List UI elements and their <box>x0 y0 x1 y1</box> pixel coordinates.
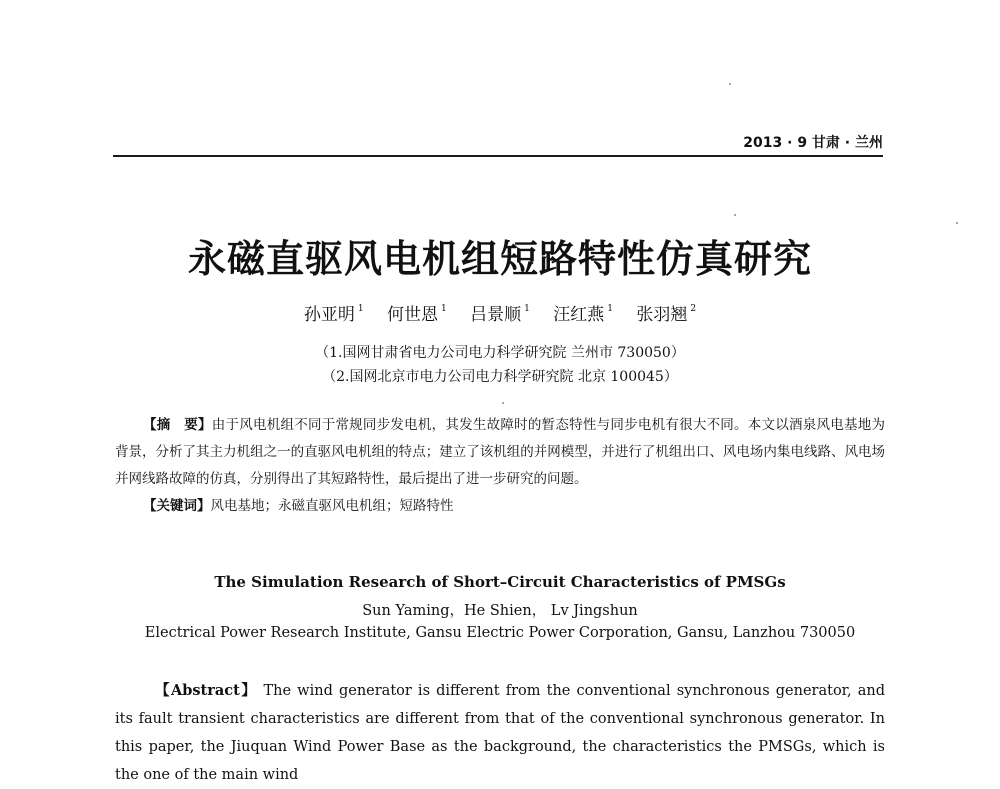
chinese-keywords <box>115 493 885 520</box>
chinese-abstract <box>115 412 885 493</box>
abstract-text-cn: 由于风电机组不同于常规同步发电机，其发生故障时的暂态特性与同步电机有很大不同。本文以酒泉风电基地为背景，分析了其主力机组之一的直驱风电机组的特点；建立了该机组的并网模型，并进行了机组出口、风电场内集电线路、风电场并网线路故障的仿真，分别得出了其短路特性，最后提出了进一步研究的问题。 <box>115 417 886 487</box>
english-abstract <box>115 677 885 789</box>
scan-speck <box>729 83 731 85</box>
header-rule <box>113 155 883 157</box>
author-item: 何世恩 $^1$ <box>386 304 447 325</box>
scan-speck <box>734 214 736 216</box>
english-title: The Simulation Research of Short–Circuit Characteristics of PMSGs <box>214 573 786 591</box>
abstract-text-en: The wind generator is different from the conventional synchronous generator, and its fault transient characteristics are different from that of the conventional synchronous generator. In this paper, the Jiuquan Wind Power Base as the background, the characteristics the PMSGs, which is the one of the main wind <box>115 683 886 783</box>
chinese-abstract-block <box>115 412 885 520</box>
paper-title: 永磁直驱风电机组短路特性仿真研究 <box>187 236 812 281</box>
author-item: 孙亚明 $^1$ <box>303 304 364 325</box>
affiliation-2: （2.国网北京市电力公司电力科学研究院 北京 100045） <box>322 369 678 385</box>
author-list <box>0 300 1000 325</box>
scan-speck <box>502 402 504 404</box>
abstract-label-en: 【Abstract】 <box>155 682 258 699</box>
english-affiliation: Electrical Power Research Institute, Gansu Electric Power Corporation, Gansu, Lanzhou 730050 <box>144 625 856 641</box>
author-item: 吕景顺 $^1$ <box>470 304 530 325</box>
keywords-text-cn: 风电基地；永磁直驱风电机组；短路特性 <box>210 498 454 514</box>
header-date-location: 2013 · 9 甘肃 · 兰州 <box>743 135 883 151</box>
english-authors: Sun Yaming，He Shien， Lv Jingshun <box>362 603 638 619</box>
english-abstract-block <box>115 677 885 789</box>
scan-speck <box>956 222 958 224</box>
author-item: 汪红燕 $^1$ <box>553 304 613 325</box>
affiliation-1: （1.国网甘肃省电力公司电力科学研究院 兰州市 730050） <box>315 345 685 361</box>
author-item: 张羽翘 $^2$ <box>636 304 697 325</box>
abstract-label-cn: 【摘 要】 <box>143 417 212 433</box>
keywords-label-cn: 【关键词】 <box>143 498 211 514</box>
